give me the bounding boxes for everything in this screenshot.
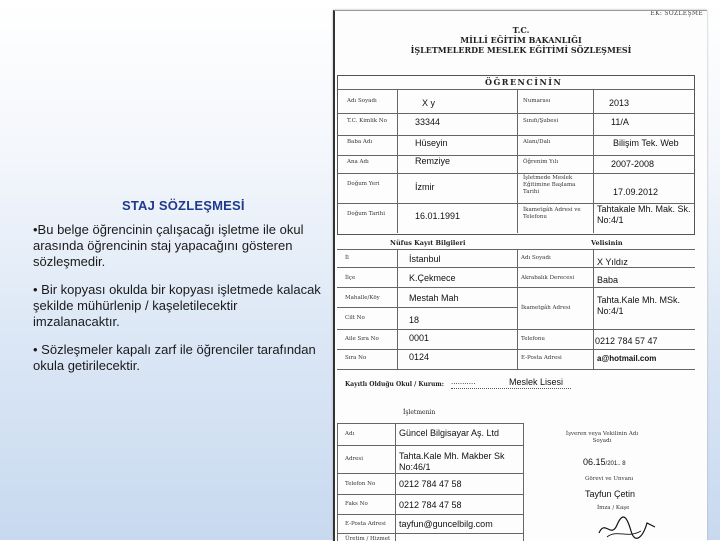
rule [337,473,523,474]
label-dogum-yeri: Doğum Yeri [347,181,380,187]
rule [337,267,695,268]
label-isletme-uretim: Üretim / Hizmet [345,536,391,541]
rule [337,423,523,424]
contract-document-image [333,10,707,541]
value-veli-adres: Tahta.Kale Mh. MSk. No:4/1 [597,295,681,316]
label-sinif: Sınıfı/Şubesi [523,118,559,124]
signature-scribble [597,513,657,541]
value-baba-adi: Hüseyin [415,138,448,148]
rule [523,423,524,541]
value-tc-kimlik: 33344 [415,117,441,127]
label-veli-adres: İkametgâh Adresi [521,305,571,311]
value-ad-soyadi: X y [422,98,436,108]
value-ana-adi: Remziye [415,156,451,166]
label-isletme-adres: Adresi [345,456,363,462]
rule [337,155,695,156]
label-sira: Sıra No [345,355,367,361]
label-mahalle: Mahalle/Köy [345,295,380,301]
label-isletme-eposta: E-Posta Adresi [345,521,386,527]
bullet-1: •Bu belge öğrencinin çalışacağı işletme ile okul arasında öğrencinin staj yapacağını gösteren sözleşmedir. [33,222,304,269]
label-ad-soyadi: Adı Soyadı [347,98,377,104]
label-tc-kimlik: T.C. Kimlik No [347,118,387,124]
okul-value: Meslek Lisesi [509,377,564,387]
dotted-line [451,388,571,389]
value-alan-dal: Bilişim Tek. Web [613,138,679,148]
rule [337,249,695,250]
label-aile: Aile Sıra No [345,336,379,342]
value-veli-email: a@hotmail.com [597,354,657,363]
value-isletme-ad: Güncel Bilgisayar Aş. Ltd [399,428,500,438]
value-isletme-faks: 0212 784 47 58 [399,500,462,510]
value-cilt: 18 [409,315,420,325]
rule [593,249,594,369]
rule [395,423,396,541]
value-ilce: K.Çekmece [409,273,456,283]
doc-tag: EK: SÖZLEŞME [650,10,703,17]
rule [337,533,523,534]
student-section-title: ÖĞRENCİNİN [485,77,563,87]
doc-header-ministry: MİLLİ EĞİTİM BAKANLIĞI [460,35,582,45]
value-veli-ad: X Yıldız [597,257,628,267]
value-isletme-adres: Tahta.Kale Mh. Makber Sk No:46/1 [399,451,505,472]
rule [337,135,695,136]
bullet-3: • Sözleşmeler kapalı zarf ile öğrenciler tarafından okula getirilecektir. [33,342,316,373]
value-dogum-tarihi: 16.01.1991 [415,211,461,221]
label-veli-email: E-Posta Adresi [521,355,562,361]
label-veli-akrabalik: Akrabalık Derecesi [521,275,575,281]
bullet-2: • Bir kopyası okulda bir kopyası işletmede kalacak şekilde mühürlenip / kaşeletilecektir imzalanacaktır. [33,282,321,329]
slide-title: STAJ SÖZLEŞMESİ [122,198,245,213]
rule [337,89,695,90]
value-sira: 0124 [409,352,430,362]
rule [337,369,695,370]
label-gorev: Görevi ve Unvanı [585,476,634,482]
label-imza: İmza / Kaşe [597,505,630,511]
value-tarih [583,457,626,470]
value-il: İstanbul [409,254,441,264]
value-aile: 0001 [409,333,430,343]
label-cilt: Cilt No [345,315,365,321]
label-veli-tel: Telefonu [521,336,545,342]
isletme-section-title: İşletmenin [403,409,436,416]
value-numarasi: 2013 [609,98,630,108]
rule [397,249,398,369]
label-isletme-faks: Faks No [345,501,368,507]
okul-label: Kayıtlı Olduğu Okul / Kurum: [345,381,444,388]
label-baba-adi: Baba Adı [347,139,373,145]
label-alan-dal: Alanı/Dalı [523,139,551,145]
value-dogum-yeri: İzmir [415,182,435,192]
value-sinif: 11/A [611,117,629,127]
rule [593,89,594,233]
doc-header-contract: İŞLETMELERDE MESLEK EĞİTİMİ SÖZLEŞMESİ [410,45,632,55]
label-veli-ad: Adı Soyadı [521,255,551,261]
value-tarih-day: 06.15 [583,457,606,467]
value-isletme-telefon: 0212 784 47 58 [399,479,462,489]
value-yetkili: Tayfun Çetin [585,489,636,499]
rule [397,89,398,233]
label-ilce: İlçe [345,275,356,281]
value-isletme-eposta: tayfun@guncelbilg.com [399,519,493,529]
nufus-section-title: Nüfus Kayıt Bilgileri [390,239,466,247]
slide-left-panel [0,0,330,540]
value-ikametgah: Tahtakale Mh. Mak. Sk. No:4/1 [597,204,691,225]
value-veli-tel: 0212 784 57 47 [595,336,658,346]
rule [337,514,523,515]
value-mahalle: Mestah Mah [409,293,459,303]
rule [337,494,523,495]
label-baslama: İşletmede Meslek Eğitimine Başlama Tarihi [523,175,576,195]
value-tarih-year: /201.. 8 [605,461,626,467]
rule [337,445,523,446]
label-ana-adi: Ana Adı [347,159,369,165]
rule [517,249,518,369]
label-dogum-tarihi: Doğum Tarihi [347,211,385,217]
okul-dots: ........... [451,377,476,386]
label-isletme-telefon: Telefon No [345,481,376,487]
rule [337,113,695,114]
label-isveren-adi: İşveren veya Vekilinin Adı Soyadı [565,431,639,444]
value-veli-akrabalik: Baba [597,275,619,285]
rule [337,329,695,330]
label-ogrenim-yili: Öğrenim Yılı [523,159,559,165]
rule [337,287,695,288]
rule [337,423,338,541]
veli-section-title: Velisinin [591,239,623,247]
value-ogrenim-yili: 2007-2008 [611,159,655,169]
rule [337,173,695,174]
label-isletme-ad: Adı [345,431,355,437]
rule [337,349,695,350]
rule [337,307,517,308]
label-numarasi: Numarası [523,98,551,104]
doc-header-tc: T.C. [512,25,530,35]
rule [517,89,518,233]
label-ikametgah: İkametgâh Adresi ve Telefonu [523,207,581,220]
label-il: İl [345,255,349,261]
value-baslama: 17.09.2012 [613,187,659,197]
